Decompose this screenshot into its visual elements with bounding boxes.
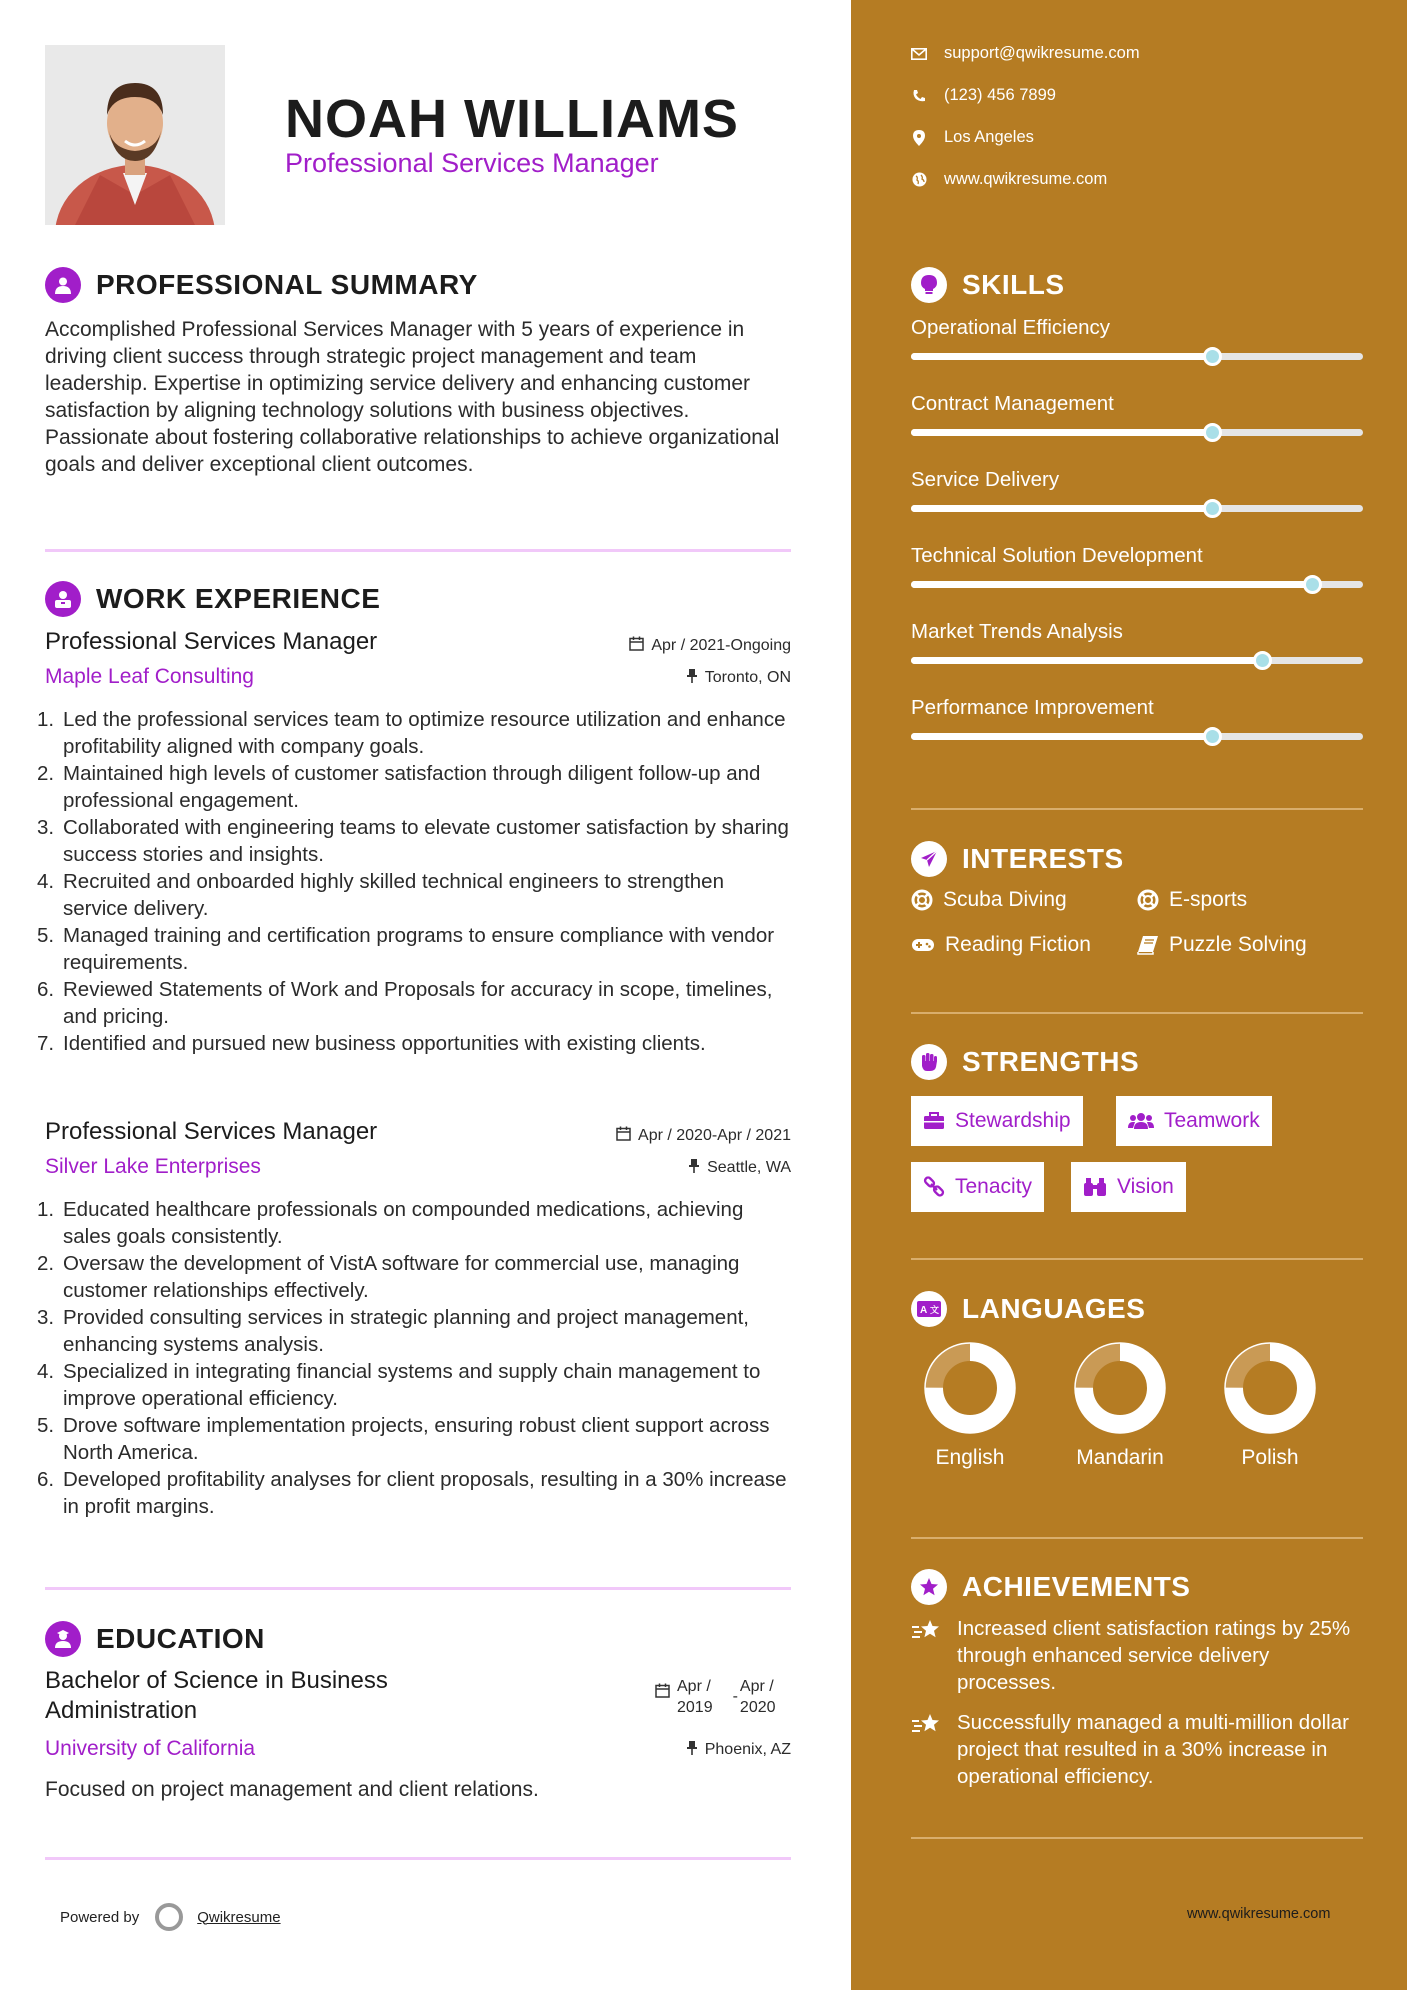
contact-email-text: support@qwikresume.com bbox=[944, 44, 1140, 62]
responsibility-item bbox=[37, 1304, 791, 1358]
footer-website[interactable]: www.qwikresume.com bbox=[1187, 1906, 1331, 1922]
skill-bar bbox=[911, 429, 1363, 436]
life-ring-icon bbox=[1137, 889, 1159, 911]
interest-item bbox=[911, 933, 1091, 957]
strength-chip bbox=[911, 1096, 1083, 1146]
job-location-text: Seattle, WA bbox=[707, 1159, 791, 1176]
strength-label: Teamwork bbox=[1164, 1109, 1260, 1132]
contact-website[interactable] bbox=[911, 170, 1107, 189]
job-date-text: Apr / 2021-Ongoing bbox=[651, 637, 791, 654]
responsibility-item bbox=[37, 814, 791, 868]
achievement-item bbox=[911, 1709, 1363, 1790]
section-divider bbox=[45, 1587, 791, 1590]
job-date-text: Apr / 2020-Apr / 2021 bbox=[638, 1127, 791, 1144]
contact-phone[interactable] bbox=[911, 86, 1056, 105]
responsibility-item bbox=[37, 976, 791, 1030]
responsibility-item bbox=[37, 1466, 791, 1520]
skill-level-knob bbox=[1303, 575, 1322, 594]
strengths-title: STRENGTHS bbox=[962, 1046, 1140, 1077]
responsibility-item bbox=[37, 1250, 791, 1304]
calendar-icon bbox=[616, 1126, 631, 1146]
contact-website-text: www.qwikresume.com bbox=[944, 170, 1108, 188]
skill-item bbox=[911, 468, 1363, 492]
strength-chip bbox=[911, 1162, 1044, 1212]
pin-icon bbox=[686, 1740, 698, 1760]
responsibility-number: 5. bbox=[37, 924, 55, 947]
language-level-donut bbox=[1222, 1340, 1318, 1436]
link-icon bbox=[923, 1176, 945, 1198]
job-responsibilities bbox=[37, 1196, 791, 1520]
responsibility-text: Educated healthcare professionals on compounded medications, achieving sales goals consistently. bbox=[63, 1198, 744, 1248]
skill-label: Performance Improvement bbox=[911, 696, 1154, 719]
education-location-text: Phoenix, AZ bbox=[704, 1741, 791, 1758]
achievement-item bbox=[911, 1615, 1363, 1696]
strengths-heading bbox=[911, 1044, 1139, 1080]
skill-bar bbox=[911, 505, 1363, 512]
candidate-name: NOAH WILLIAMS bbox=[285, 89, 739, 149]
achievements-heading bbox=[911, 1569, 1190, 1605]
interests-title: INTERESTS bbox=[962, 843, 1124, 874]
responsibility-number: 2. bbox=[37, 1252, 55, 1275]
skill-bar-fill bbox=[911, 581, 1313, 588]
education-start bbox=[677, 1676, 713, 1718]
achievement-text: Successfully managed a multi-million dollar project that resulted in a 30% increase in operational efficiency. bbox=[957, 1711, 1349, 1788]
skill-item bbox=[911, 316, 1363, 340]
gamepad-icon bbox=[911, 937, 935, 953]
qwikresume-link[interactable]: Qwikresume bbox=[197, 1908, 281, 1926]
skill-level-knob bbox=[1253, 651, 1272, 670]
person-avatar-icon bbox=[45, 45, 225, 225]
responsibility-text: Drove software implementation projects, ensuring robust client support across North America. bbox=[63, 1414, 770, 1464]
skill-label: Operational Efficiency bbox=[911, 316, 1111, 339]
responsibility-text: Developed profitability analyses for client proposals, resulting in a 30% increase in profit margins. bbox=[63, 1468, 787, 1518]
contact-phone-text: (123) 456 7899 bbox=[944, 86, 1056, 104]
school-name: University of California bbox=[45, 1737, 256, 1760]
experience-heading bbox=[45, 581, 380, 617]
education-end-year: 2020 bbox=[739, 1699, 776, 1716]
star-badge-icon bbox=[911, 1569, 947, 1605]
fist-icon bbox=[911, 1044, 947, 1080]
skill-bar-fill bbox=[911, 353, 1212, 360]
responsibility-number: 6. bbox=[37, 978, 55, 1001]
languages-heading bbox=[911, 1291, 1145, 1327]
skill-bar-fill bbox=[911, 657, 1263, 664]
svg-text:文: 文 bbox=[930, 1305, 940, 1315]
job-responsibilities bbox=[37, 706, 791, 1057]
interest-label: E-sports bbox=[1169, 888, 1248, 911]
skill-label: Technical Solution Development bbox=[911, 544, 1203, 567]
summary-text: Accomplished Professional Services Manager with 5 years of experience in driving client success through strategic project management and team leadership. Expertise in optimizing service delivery and enhancing customer satisfaction by aligning technology solutions with business objectives. Passionate about fostering collaborative relationships to achieve organizational goals and deliver exceptional client outcomes. bbox=[45, 318, 780, 476]
profile-photo bbox=[45, 45, 225, 225]
strength-label: Vision bbox=[1117, 1175, 1174, 1198]
summary-title: PROFESSIONAL SUMMARY bbox=[96, 269, 478, 300]
education-start-year: 2019 bbox=[677, 1699, 713, 1716]
life-ring-icon bbox=[911, 889, 933, 911]
shooting-star-icon bbox=[911, 1615, 947, 1696]
pin-icon bbox=[688, 1158, 700, 1178]
skill-bar bbox=[911, 581, 1363, 588]
sidebar bbox=[851, 0, 1407, 1990]
interests-heading bbox=[911, 841, 1124, 877]
section-divider bbox=[911, 1837, 1363, 1839]
responsibility-number: 1. bbox=[37, 708, 55, 731]
education-title: EDUCATION bbox=[96, 1623, 265, 1654]
qwikresume-logo-icon bbox=[155, 1903, 183, 1931]
skill-bar bbox=[911, 657, 1363, 664]
language-label: English bbox=[935, 1446, 1005, 1469]
strength-label: Tenacity bbox=[955, 1175, 1033, 1198]
briefcase-user-icon bbox=[45, 581, 81, 617]
education-end bbox=[740, 1676, 776, 1718]
pin-icon bbox=[686, 668, 698, 688]
binoculars-icon bbox=[1083, 1177, 1107, 1197]
responsibility-text: Oversaw the development of VistA software for commercial use, managing customer relationships effectively. bbox=[63, 1252, 740, 1302]
calendar-icon bbox=[629, 636, 644, 656]
skill-bar-fill bbox=[911, 733, 1212, 740]
contact-location bbox=[911, 128, 1034, 147]
responsibility-text: Reviewed Statements of Work and Proposals for accuracy in scope, timelines, and pricing. bbox=[63, 978, 773, 1028]
language-item bbox=[910, 1340, 1030, 1470]
graduation-icon bbox=[45, 1621, 81, 1657]
briefcase-icon bbox=[923, 1112, 945, 1130]
skill-item bbox=[911, 392, 1363, 416]
paper-plane-icon bbox=[911, 841, 947, 877]
job-company: Maple Leaf Consulting bbox=[45, 665, 254, 688]
skill-level-knob bbox=[1203, 499, 1222, 518]
section-divider bbox=[911, 1012, 1363, 1014]
interest-label: Puzzle Solving bbox=[1169, 933, 1307, 956]
responsibility-number: 6. bbox=[37, 1468, 55, 1491]
responsibility-item bbox=[37, 706, 791, 760]
responsibility-item bbox=[37, 922, 791, 976]
responsibility-item bbox=[37, 1412, 791, 1466]
education-description: Focused on project management and client relations. bbox=[45, 1778, 539, 1801]
translate-icon bbox=[911, 1291, 947, 1327]
responsibility-item bbox=[37, 1030, 791, 1057]
globe-icon bbox=[911, 172, 927, 188]
contact-location-text: Los Angeles bbox=[944, 128, 1034, 146]
degree-title bbox=[45, 1666, 388, 1726]
language-level-donut bbox=[1072, 1340, 1168, 1436]
responsibility-text: Maintained high levels of customer satisfaction through diligent follow-up and professional engagement. bbox=[63, 762, 761, 812]
strength-chip bbox=[1071, 1162, 1186, 1212]
responsibility-number: 3. bbox=[37, 1306, 55, 1329]
responsibility-item bbox=[37, 868, 791, 922]
responsibility-text: Managed training and certification programs to ensure compliance with vendor requirements. bbox=[63, 924, 775, 974]
section-divider bbox=[911, 1258, 1363, 1260]
skill-level-knob bbox=[1203, 727, 1222, 746]
education-date-separator: - bbox=[732, 1688, 738, 1705]
section-divider bbox=[911, 1537, 1363, 1539]
education-date bbox=[655, 1676, 776, 1718]
skill-bar bbox=[911, 353, 1363, 360]
contact-email[interactable] bbox=[911, 44, 1140, 63]
degree-line-2: Administration bbox=[45, 1697, 198, 1724]
achievements-title: ACHIEVEMENTS bbox=[962, 1571, 1191, 1602]
skill-label: Market Trends Analysis bbox=[911, 620, 1123, 643]
language-level-donut bbox=[922, 1340, 1018, 1436]
education-end-month: Apr / bbox=[739, 1678, 774, 1695]
skill-label: Contract Management bbox=[911, 392, 1114, 415]
job-date bbox=[629, 636, 791, 656]
skills-heading bbox=[911, 267, 1065, 303]
strength-chip bbox=[1116, 1096, 1272, 1146]
lightbulb-icon bbox=[911, 267, 947, 303]
interest-label: Reading Fiction bbox=[945, 933, 1091, 956]
shooting-star-icon bbox=[911, 1709, 947, 1790]
responsibility-text: Led the professional services team to optimize resource utilization and enhance profitability aligned with company goals. bbox=[63, 708, 786, 758]
language-label: Mandarin bbox=[1076, 1446, 1164, 1469]
responsibility-number: 4. bbox=[37, 1360, 55, 1383]
skill-item bbox=[911, 620, 1363, 644]
responsibility-number: 3. bbox=[37, 816, 55, 839]
phone-icon bbox=[911, 88, 927, 104]
language-item bbox=[1210, 1340, 1330, 1470]
languages-title: LANGUAGES bbox=[962, 1293, 1146, 1324]
skill-bar bbox=[911, 733, 1363, 740]
envelope-icon bbox=[911, 46, 927, 62]
language-label: Polish bbox=[1241, 1446, 1299, 1469]
job-date bbox=[616, 1126, 791, 1146]
responsibility-number: 2. bbox=[37, 762, 55, 785]
education-start-month: Apr / bbox=[677, 1678, 711, 1695]
job-company: Silver Lake Enterprises bbox=[45, 1155, 261, 1178]
powered-by bbox=[60, 1903, 281, 1931]
job-title: Professional Services Manager bbox=[45, 628, 378, 655]
powered-by-text: Powered by bbox=[60, 1908, 140, 1926]
skill-label: Service Delivery bbox=[911, 468, 1060, 491]
responsibility-text: Specialized in integrating financial systems and supply chain management to improve operational efficiency. bbox=[63, 1360, 761, 1410]
responsibility-text: Recruited and onboarded highly skilled technical engineers to strengthen service delivery. bbox=[63, 870, 724, 920]
experience-title: WORK EXPERIENCE bbox=[96, 583, 381, 614]
responsibility-text: Provided consulting services in strategic planning and project management, enhancing systems analysis. bbox=[63, 1306, 749, 1356]
interest-label: Scuba Diving bbox=[943, 888, 1067, 911]
responsibility-item bbox=[37, 1196, 791, 1250]
users-icon bbox=[1128, 1112, 1154, 1130]
achievement-text: Increased client satisfaction ratings by 25% through enhanced service delivery processes. bbox=[957, 1617, 1351, 1694]
interest-item bbox=[911, 888, 1067, 912]
job-location bbox=[686, 668, 791, 688]
responsibility-number: 7. bbox=[37, 1032, 55, 1055]
section-divider bbox=[911, 808, 1363, 810]
job-location bbox=[688, 1158, 791, 1178]
section-divider bbox=[45, 549, 791, 552]
interest-item bbox=[1137, 933, 1307, 957]
candidate-title: Professional Services Manager bbox=[285, 148, 659, 178]
user-icon bbox=[45, 267, 81, 303]
calendar-icon bbox=[655, 1676, 670, 1718]
skills-title: SKILLS bbox=[962, 269, 1065, 300]
svg-text:A: A bbox=[920, 1305, 928, 1316]
interest-item bbox=[1137, 888, 1247, 912]
skill-bar-fill bbox=[911, 429, 1212, 436]
degree-line-1: Bachelor of Science in Business bbox=[45, 1667, 388, 1694]
section-divider bbox=[45, 1857, 791, 1860]
education-heading bbox=[45, 1621, 265, 1657]
map-pin-icon bbox=[911, 130, 927, 146]
skill-bar-fill bbox=[911, 505, 1212, 512]
skill-item bbox=[911, 544, 1363, 568]
job-location-text: Toronto, ON bbox=[704, 669, 791, 686]
skill-level-knob bbox=[1203, 347, 1222, 366]
skill-item bbox=[911, 696, 1363, 720]
responsibility-text: Collaborated with engineering teams to elevate customer satisfaction by sharing success stories and insights. bbox=[63, 816, 789, 866]
responsibility-text: Identified and pursued new business opportunities with existing clients. bbox=[63, 1032, 706, 1055]
strength-label: Stewardship bbox=[955, 1109, 1071, 1132]
summary-heading bbox=[45, 267, 478, 303]
responsibility-number: 5. bbox=[37, 1414, 55, 1437]
education-location bbox=[686, 1740, 791, 1760]
book-icon bbox=[1137, 935, 1159, 955]
responsibility-item bbox=[37, 760, 791, 814]
responsibility-number: 1. bbox=[37, 1198, 55, 1221]
responsibility-item bbox=[37, 1358, 791, 1412]
skill-level-knob bbox=[1203, 423, 1222, 442]
responsibility-number: 4. bbox=[37, 870, 55, 893]
language-item bbox=[1060, 1340, 1180, 1470]
job-title: Professional Services Manager bbox=[45, 1118, 378, 1145]
